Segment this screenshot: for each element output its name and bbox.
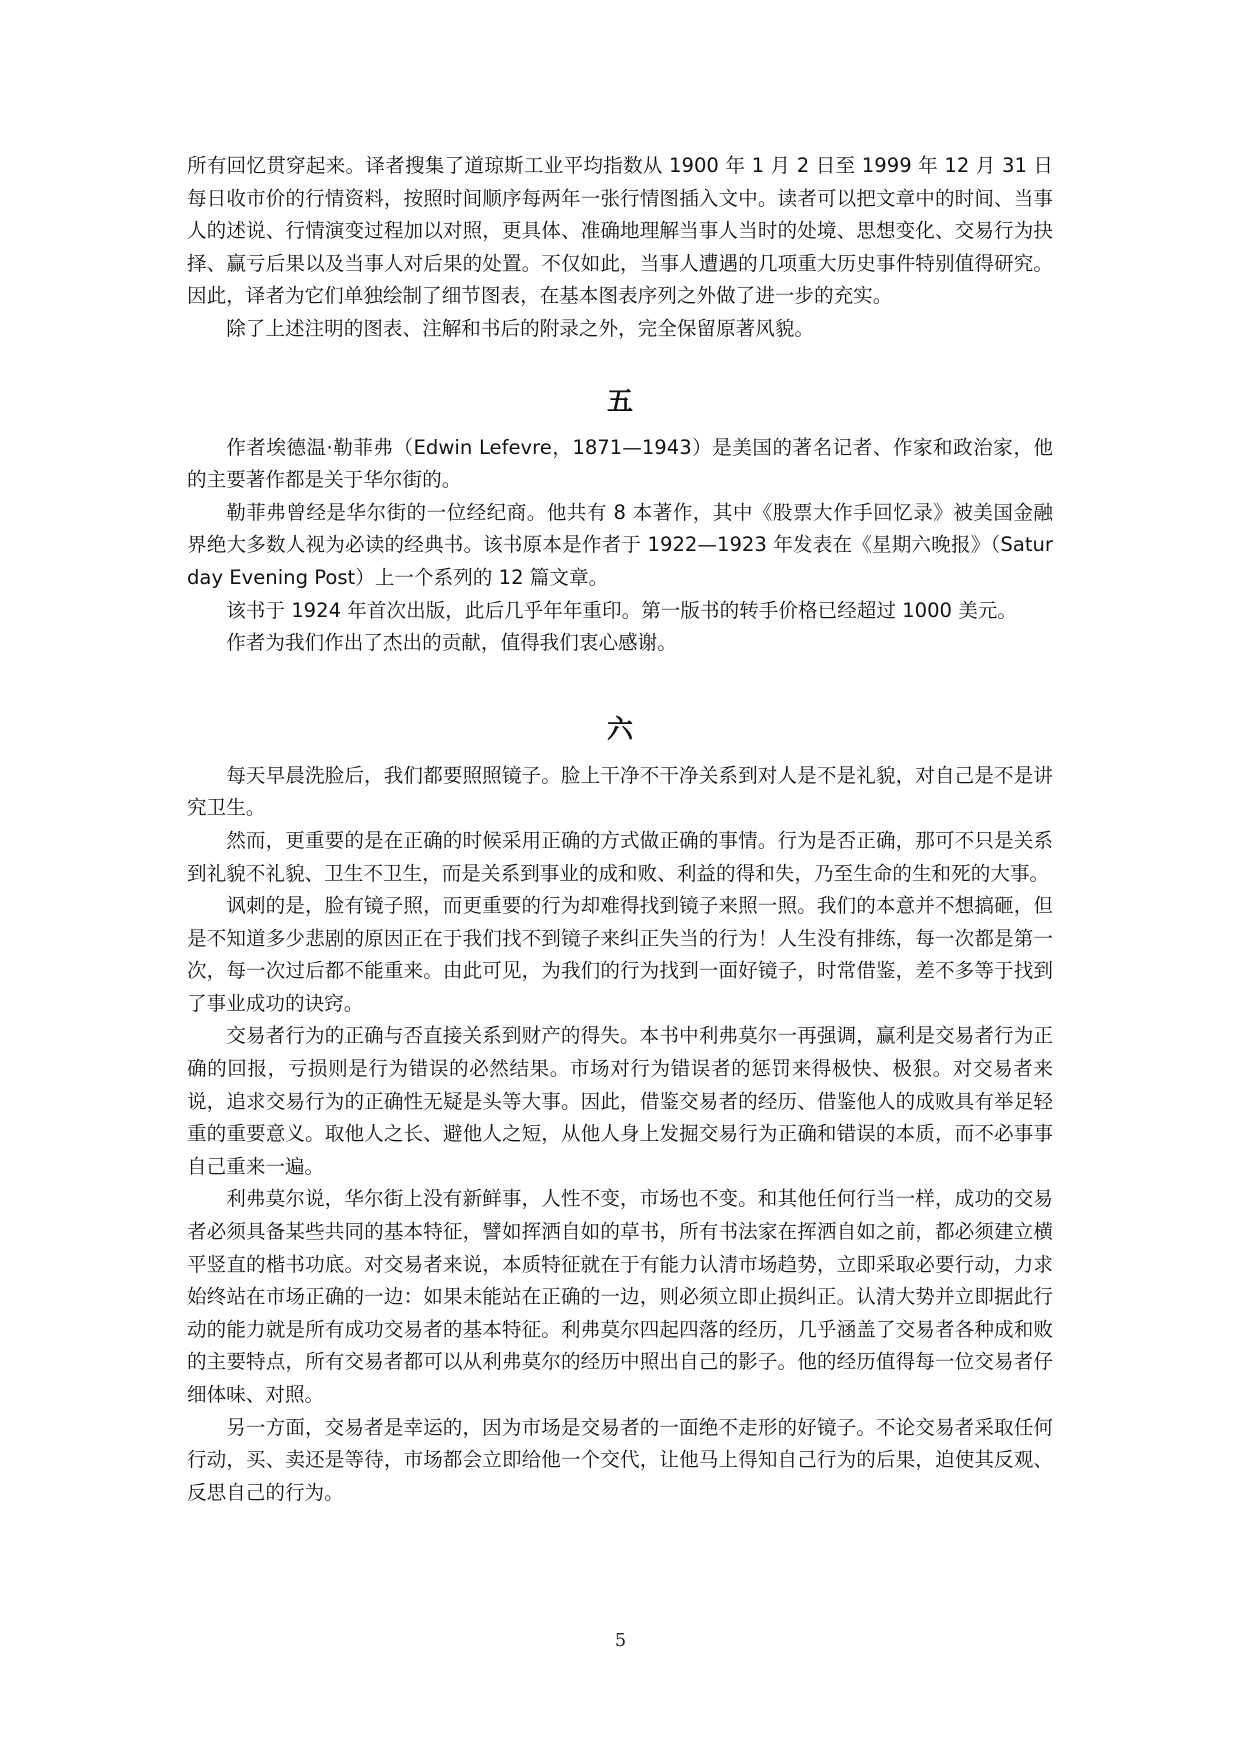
page-number: 5 [614,1630,627,1651]
paragraph: 作者埃德温·勒菲弗（Edwin Lefevre，1871—1943）是美国的著名记者、作家和政治家，他的主要著作都是关于华尔街的。 [187,435,1053,492]
paragraph: 作者为我们作出了杰出的贡献，值得我们衷心感谢。 [226,631,677,655]
paragraph: 然而，更重要的是在正确的时候采用正确的方式做正确的事情。行为是否正确，那可不只是关系到礼貌不礼貌、卫生不卫生，而是关系到事业的成和败、利益的得和失，乃至生命的生和死的大事。 [187,828,1053,885]
section-six [187,714,1053,1510]
page-body [187,150,1053,1509]
intro-section [187,150,1053,346]
paragraph: 每天早晨洗脸后，我们都要照照镜子。脸上干净不干净关系到对人是不是礼貌，对自己是不是讲究卫生。 [187,763,1053,820]
paragraph: 利弗莫尔说，华尔街上没有新鲜事，人性不变，市场也不变。和其他任何行当一样，成功的交易者必须具备某些共同的基本特征，譬如挥洒自如的草书，所有书法家在挥洒自如之前，都必须建立横平竖直的楷书功底。对交易者来说，本质特征就在于有能力认清市场趋势，立即采取必要行动，力求始终站在市场正确的一边：如果未能站在正确的一边，则必须立即止损纠正。认清大势并立即据此行动的能力就是所有成功交易者的基本特征。利弗莫尔四起四落的经历，几乎涵盖了交易者各种成和败的主要特点，所有交易者都可以从利弗莫尔的经历中照出自己的影子。他的经历值得每一位交易者仔细体味、对照。 [187,1187,1053,1406]
paragraph: 勒菲弗曾经是华尔街的一位经纪商。他共有 8 本著作，其中《股票大作手回忆录》被美国金融界绝大多数人视为必读的经典书。该书原本是作者于 1922—1923 年发表在《星期六晚报》（Saturday Evening Post）上一个系列的 12 篇文章。 [187,500,1053,589]
paragraph: 该书于 1924 年首次出版，此后几乎年年重印。第一版书的转手价格已经超过 1000 美元。 [226,598,1018,622]
paragraph: 另一方面，交易者是幸运的，因为市场是交易者的一面绝不走形的好镜子。不论交易者采取任何行动，买、卖还是等待，市场都会立即给他一个交代，让他马上得知自己行为的后果，迫使其反观、反思自己的行为。 [187,1415,1053,1504]
paragraph: 除了上述注明的图表、注解和书后的附录之外，完全保留原著风貌。 [226,316,814,340]
paragraph: 交易者行为的正确与否直接关系到财产的得失。本书中利弗莫尔一再强调，赢利是交易者行为正确的回报，亏损则是行为错误的必然结果。市场对行为错误者的惩罚来得极快、极狠。对交易者来说，追求交易行为的正确性无疑是头等大事。因此，借鉴交易者的经历、借鉴他人的成败具有举足轻重的重要意义。取他人之长、避他人之短，从他人身上发掘交易行为正确和错误的本质，而不必事事自己重来一遍。 [187,1024,1053,1178]
section-five [187,386,1053,660]
section-heading: 六 [606,714,633,745]
paragraph: 所有回忆贯穿起来。译者搜集了道琼斯工业平均指数从 1900 年 1 月 2 日至 1999 年 12 月 31 日每日收市价的行情资料，按照时间顺序每两年一张行情图插入文中。读者可以把文章中的时间、当事人的述说、行情演变过程加以对照，更具体、准确地理解当事人当时的处境、思想变化、交易行为抉择、赢亏后果以及当事人对后果的处置。不仅如此，当事人遭遇的几项重大历史事件特别值得研究。因此，译者为它们单独绘制了细节图表，在基本图表序列之外做了进一步的充实。 [187,154,1053,308]
section-heading: 五 [606,386,633,417]
paragraph: 讽刺的是，脸有镜子照，而更重要的行为却难得找到镜子来照一照。我们的本意并不想搞砸，但是不知道多少悲剧的原因正在于我们找不到镜子来纠正失当的行为！人生没有排练，每一次都是第一次，每一次过后都不能重来。由此可见，为我们的行为找到一面好镜子，时常借鉴，差不多等于找到了事业成功的诀窍。 [187,894,1053,1015]
